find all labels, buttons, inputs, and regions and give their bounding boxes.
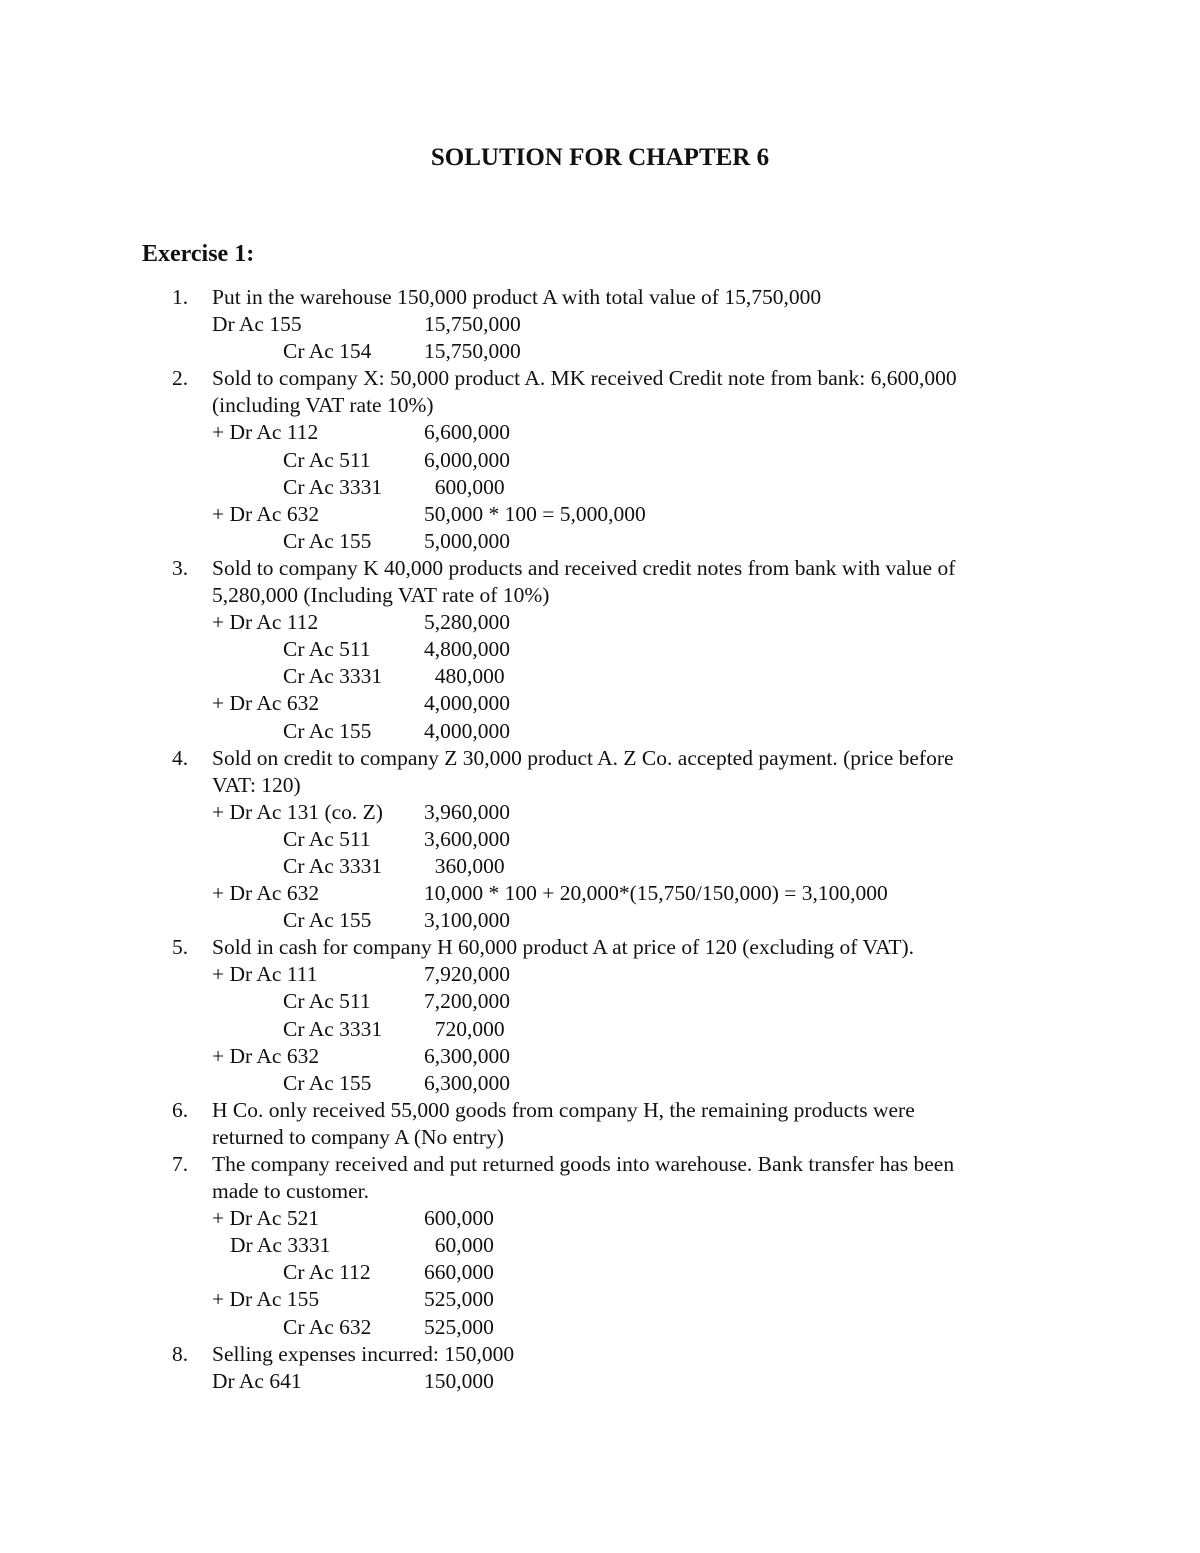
entry-amount: 150,000 [424, 1368, 494, 1393]
entry-amount: 3,960,000 [424, 799, 510, 824]
entry-amount: 6,300,000 [424, 1043, 510, 1068]
entry-amount: 600,000 [424, 1206, 494, 1231]
entry-amount: 360,000 [424, 853, 505, 878]
journal-entry [0, 1314, 1200, 1341]
journal-entry [0, 718, 1200, 745]
credit-account: Cr Ac 3331 [283, 853, 383, 878]
item-number: 5. [172, 935, 189, 960]
debit-account: + Dr Ac 112 [212, 610, 319, 635]
credit-account: Cr Ac 632 [283, 1314, 372, 1339]
credit-account: Cr Ac 511 [283, 637, 371, 662]
list-item [0, 1341, 1200, 1368]
item-number: 4. [172, 745, 189, 770]
debit-account: + Dr Ac 131 (co. Z) [212, 799, 383, 824]
journal-entry [0, 1286, 1200, 1313]
credit-account: Cr Ac 511 [283, 989, 371, 1014]
journal-entry [0, 1368, 1200, 1395]
journal-entry [0, 1205, 1200, 1232]
item-text: Sold to company X: 50,000 product A. MK received Credit note from bank: 6,600,000 [212, 366, 957, 391]
debit-account: + Dr Ac 112 [212, 420, 319, 445]
item-text: (including VAT rate 10%) [212, 393, 434, 418]
journal-entry [0, 1232, 1200, 1259]
credit-account: Cr Ac 511 [283, 826, 371, 851]
entry-amount: 525,000 [424, 1287, 494, 1312]
item-text: Selling expenses incurred: 150,000 [212, 1341, 515, 1366]
list-item [0, 365, 1200, 392]
entry-amount: 600,000 [424, 474, 505, 499]
item-text: H Co. only received 55,000 goods from company H, the remaining products were [212, 1097, 915, 1122]
credit-account: Cr Ac 3331 [283, 474, 383, 499]
entry-amount: 6,300,000 [424, 1070, 510, 1095]
entry-amount: 15,750,000 [424, 339, 521, 364]
journal-entry [0, 961, 1200, 988]
debit-account: + Dr Ac 632 [212, 881, 320, 906]
debit-account: Dr Ac 155 [212, 312, 302, 337]
journal-entry [0, 1259, 1200, 1286]
journal-entry [0, 988, 1200, 1015]
debit-account: + Dr Ac 632 [212, 691, 320, 716]
item-number: 8. [172, 1341, 189, 1366]
entry-amount: 5,000,000 [424, 528, 510, 553]
entry-amount: 4,000,000 [424, 691, 510, 716]
item-continuation [0, 392, 1200, 419]
journal-entry [0, 1043, 1200, 1070]
credit-account: Cr Ac 155 [283, 528, 372, 553]
item-continuation [0, 1124, 1200, 1151]
entry-amount: 4,000,000 [424, 718, 510, 743]
journal-entry [0, 880, 1200, 907]
credit-account: Cr Ac 112 [283, 1260, 371, 1285]
list-item [0, 1151, 1200, 1178]
item-text: returned to company A (No entry) [212, 1124, 504, 1149]
debit-account: Dr Ac 3331 [230, 1233, 331, 1258]
item-text: Sold on credit to company Z 30,000 product A. Z Co. accepted payment. (price before [212, 745, 954, 770]
entry-amount: 6,600,000 [424, 420, 510, 445]
entry-amount: 660,000 [424, 1260, 494, 1285]
journal-entry [0, 907, 1200, 934]
entry-amount: 525,000 [424, 1314, 494, 1339]
item-number: 6. [172, 1097, 189, 1122]
item-text: VAT: 120) [212, 772, 301, 797]
debit-account: + Dr Ac 632 [212, 1043, 320, 1068]
debit-account: + Dr Ac 521 [212, 1206, 320, 1231]
journal-entry [0, 799, 1200, 826]
entry-amount: 7,200,000 [424, 989, 510, 1014]
entry-amount: 3,600,000 [424, 826, 510, 851]
entry-amount: 6,000,000 [424, 447, 510, 472]
page-title: SOLUTION FOR CHAPTER 6 [430, 144, 770, 171]
entry-amount: 60,000 [424, 1233, 494, 1258]
list-item [0, 745, 1200, 772]
credit-account: Cr Ac 155 [283, 718, 372, 743]
item-text: Sold in cash for company H 60,000 product A at price of 120 (excluding of VAT). [212, 935, 915, 960]
item-text: Sold to company K 40,000 products and received credit notes from bank with value of [212, 555, 956, 580]
item-text: 5,280,000 (Including VAT rate of 10%) [212, 583, 550, 608]
journal-entry [0, 1070, 1200, 1097]
debit-account: Dr Ac 641 [212, 1368, 302, 1393]
journal-entry [0, 338, 1200, 365]
entry-amount: 50,000 * 100 = 5,000,000 [424, 501, 646, 526]
debit-account: + Dr Ac 155 [212, 1287, 320, 1312]
item-number: 7. [172, 1152, 189, 1176]
solution-list [0, 284, 1200, 1395]
journal-entry [0, 663, 1200, 690]
journal-entry [0, 311, 1200, 338]
item-continuation [0, 772, 1200, 799]
item-text: made to customer. [212, 1179, 370, 1204]
journal-entry [0, 690, 1200, 717]
journal-entry [0, 501, 1200, 528]
item-continuation [0, 1178, 1200, 1205]
item-number: 1. [172, 285, 189, 309]
item-text: The company received and put returned goods into warehouse. Bank transfer has been [212, 1152, 955, 1176]
entry-amount: 10,000 * 100 + 20,000*(15,750/150,000) = 3,100,000 [424, 881, 888, 906]
journal-entry [0, 636, 1200, 663]
entry-amount: 7,920,000 [424, 962, 510, 987]
entry-amount: 4,800,000 [424, 637, 510, 662]
entry-amount: 5,280,000 [424, 610, 510, 635]
entry-amount: 720,000 [424, 1016, 505, 1041]
list-item [0, 934, 1200, 961]
item-number: 2. [172, 366, 189, 391]
journal-entry [0, 826, 1200, 853]
exercise-heading: Exercise 1: [142, 241, 255, 267]
credit-account: Cr Ac 155 [283, 1070, 372, 1095]
entry-amount: 15,750,000 [424, 312, 521, 337]
journal-entry [0, 419, 1200, 446]
list-item [0, 1097, 1200, 1124]
journal-entry [0, 609, 1200, 636]
journal-entry [0, 528, 1200, 555]
credit-account: Cr Ac 3331 [283, 1016, 383, 1041]
entry-amount: 3,100,000 [424, 908, 510, 933]
credit-account: Cr Ac 3331 [283, 664, 383, 689]
debit-account: + Dr Ac 111 [212, 962, 318, 987]
journal-entry [0, 853, 1200, 880]
journal-entry [0, 1016, 1200, 1043]
item-text: Put in the warehouse 150,000 product A with total value of 15,750,000 [212, 285, 822, 309]
item-continuation [0, 582, 1200, 609]
list-item [0, 284, 1200, 311]
list-item [0, 555, 1200, 582]
item-number: 3. [172, 555, 189, 580]
credit-account: Cr Ac 155 [283, 908, 372, 933]
journal-entry [0, 474, 1200, 501]
credit-account: Cr Ac 511 [283, 447, 371, 472]
entry-amount: 480,000 [424, 664, 505, 689]
credit-account: Cr Ac 154 [283, 339, 372, 364]
journal-entry [0, 447, 1200, 474]
debit-account: + Dr Ac 632 [212, 501, 320, 526]
